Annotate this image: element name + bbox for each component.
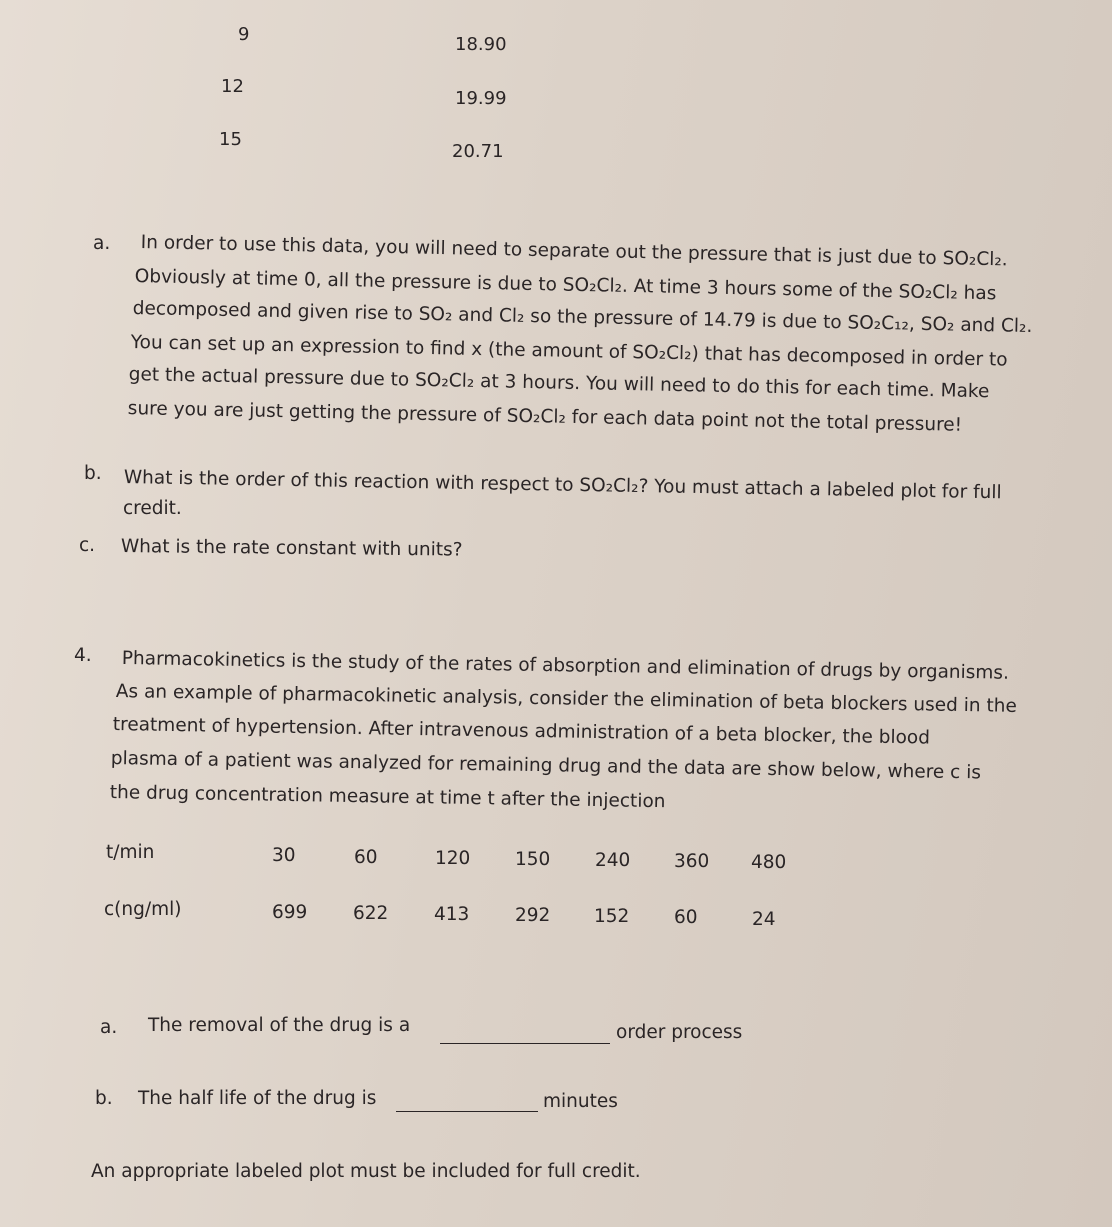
q3a-line-3: decomposed and given rise to SO₂ and Cl₂ so the pressure of 14.79 is due to SO₂C₁₂, SO₂ and Cl₂. [132,298,1033,338]
q3c-marker: c. [79,535,96,556]
q4a-marker: a. [100,1017,118,1038]
pressure-value-3: 20.71 [452,141,504,162]
pressure-value-2: 19.99 [455,88,507,109]
t-value: 480 [751,852,787,873]
t-value: 120 [435,848,471,869]
t-value: 240 [595,850,631,871]
q4-line-1: Pharmacokinetics is the study of the rates of absorption and elimination of drugs by organisms. [121,648,1010,684]
q4b-text-after: minutes [543,1091,618,1112]
q3a-marker: a. [93,233,111,254]
t-value: 60 [354,847,378,868]
t-min-label: t/min [106,842,155,863]
c-value: 413 [434,904,470,925]
q4a-text-after: order process [616,1022,743,1043]
q3a-line-4: You can set up an expression to find x (the amount of SO₂Cl₂) that has decomposed in order to [130,332,1008,371]
c-value: 292 [515,905,551,926]
t-value: 150 [515,849,551,870]
q3a-line-1: In order to use this data, you will need to separate out the pressure that is just due to SO₂Cl₂. [140,232,1008,271]
c-label: c(ng/ml) [104,899,182,920]
pressure-value-1: 18.90 [455,34,507,55]
q4b-text-before: The half life of the drug is [138,1088,377,1109]
time-value-9: 9 [238,24,250,45]
q3a-line-2: Obviously at time 0, all the pressure is due to SO₂Cl₂. At time 3 hours some of the SO₂Cl₂ has [134,266,997,305]
q3b-marker: b. [84,463,102,484]
time-value-15: 15 [219,129,242,150]
q4a-text-before: The removal of the drug is a [148,1015,411,1036]
c-value: 699 [272,902,308,923]
q3b-line-1: What is the order of this reaction with respect to SO₂Cl₂? You must attach a labeled plot for full [123,467,1002,504]
footer-note: An appropriate labeled plot must be included for full credit. [91,1161,641,1182]
q4b-answer-blank[interactable] [396,1111,538,1112]
c-value: 152 [594,906,630,927]
q4-line-2: As an example of pharmacokinetic analysis, consider the elimination of beta blockers used in the [115,681,1018,717]
q3a-line-6: sure you are just getting the pressure of SO₂Cl₂ for each data point not the total pressure! [127,398,963,436]
q3b-line-2: credit. [123,498,182,519]
time-value-12: 12 [221,76,244,97]
q4-number: 4. [74,645,92,666]
q4-line-5: the drug concentration measure at time t after the injection [109,782,666,813]
q4-line-4: plasma of a patient was analyzed for remaining drug and the data are show below, where c is [110,748,982,784]
t-value: 360 [674,851,710,872]
q4a-answer-blank[interactable] [440,1043,610,1044]
c-value: 60 [674,907,698,928]
c-value: 24 [752,909,776,930]
q3c-text: What is the rate constant with units? [120,536,463,561]
c-value: 622 [353,903,389,924]
q4-line-3: treatment of hypertension. After intravenous administration of a beta blocker, the blood [112,714,931,749]
q4b-marker: b. [95,1088,113,1109]
q3a-line-5: get the actual pressure due to SO₂Cl₂ at 3 hours. You will need to do this for each time. Make [128,364,990,403]
t-value: 30 [272,845,296,866]
